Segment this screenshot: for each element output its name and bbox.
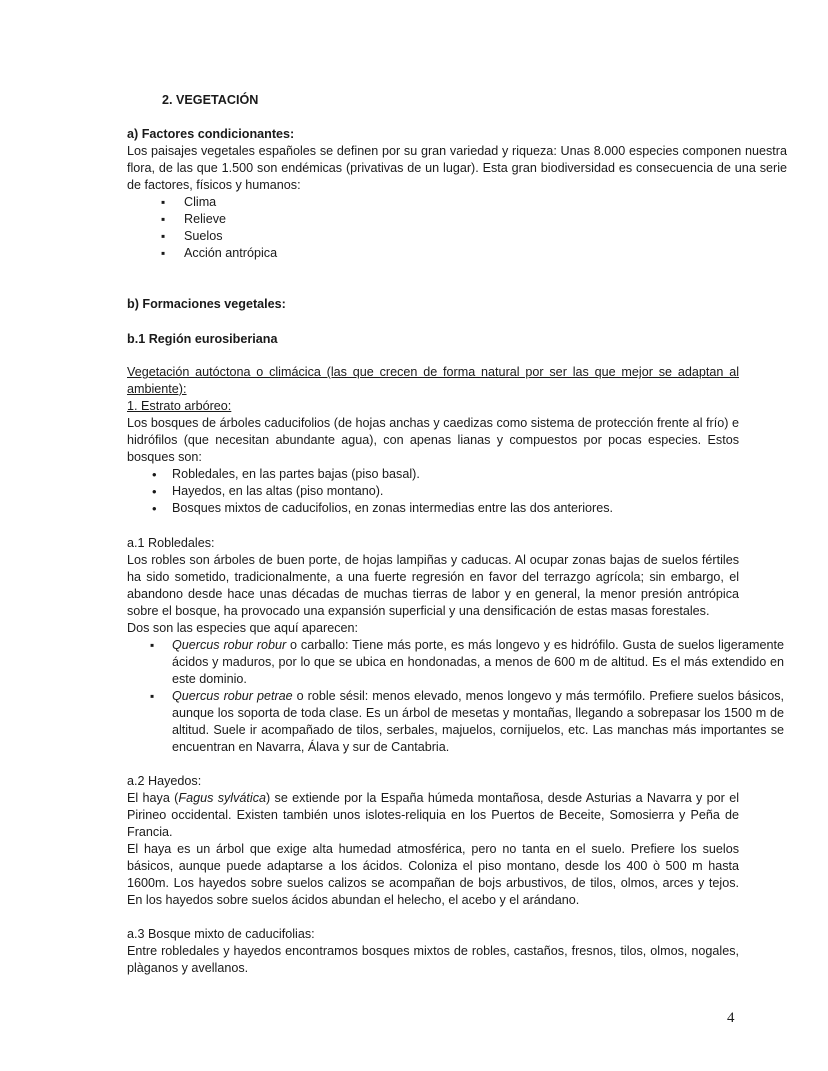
mixto-paragraph: Entre robledales y hayedos encontramos bosques mixtos de robles, castaños, fresnos, tilos, olmos, nogales, plàganos y avellanos.	[127, 944, 739, 975]
species-name: Quercus robur robur	[172, 638, 287, 652]
page-number: 4	[727, 1010, 735, 1026]
factores-paragraph: Los paisajes vegetales españoles se definen por su gran variedad y riqueza: Unas 8.000 especies componen nuestra flora, de las que 1.500 son endémicas (privativas de un lugar). Esta gran biodiversidad es consecuencia de una serie de factores, físicos y humanos:	[127, 144, 787, 192]
list-item: ▪ Suelos	[184, 228, 796, 245]
section-title: 2. VEGETACIÓN	[162, 93, 259, 107]
estrato-heading: 1. Estrato arbóreo:	[127, 399, 232, 413]
list-item: ▪ Relieve	[184, 211, 796, 228]
robledales-intro: Dos son las especies que aquí aparecen:	[127, 621, 359, 635]
species-name: Fagus sylvática	[178, 791, 266, 805]
hayedos-heading: a.2 Hayedos:	[127, 774, 202, 788]
region-heading: b.1 Región eurosiberiana	[127, 332, 278, 346]
species-item: ▪ Quercus robur petrae o roble sésil: menos elevado, menos longevo y más termófilo. Prefiere suelos básicos, aunque los soporta de toda clase. Es un árbol de mesetas y montañas, llegando a sobrepasar los 1500 m de altitud. Suele ir acompañado de tilos, serbales, majuelos, cornijuelos, etc. Las manchas más importantes se encuentran en Navarra, Álava y sur de Cantabria.	[172, 688, 784, 756]
list-item: ▪ Acción antrópica	[184, 245, 796, 262]
hayedos-paragraph-2: El haya es un árbol que exige alta humedad atmosférica, pero no tanta en el suelo. Prefiere los suelos básicos, aunque puede adaptarse a los ácidos. Coloniza el piso montano, desde los 400 ò 500 m hasta 1600m. Los hayedos sobre suelos calizos se acompañan de bojs arbustivos, de tilos, olmos, arces y tejos. En los hayedos sobre suelos ácidos abundan el helecho, el acebo y el arándano.	[127, 842, 739, 907]
factores-list	[127, 194, 796, 262]
species-list	[127, 637, 784, 756]
bosques-list	[127, 466, 784, 517]
factores-heading: a) Factores condicionantes:	[127, 127, 295, 141]
list-item: • Bosques mixtos de caducifolios, en zonas intermedias entre las dos anteriores.	[172, 500, 784, 517]
list-item: • Hayedos, en las altas (piso montano).	[172, 483, 784, 500]
hayedos-paragraph-1: El haya (Fagus sylvática) se extiende por la España húmeda montañosa, desde Asturias a Navarra y por el Pirineo occidental. Existen también unos islotes-reliquia en los Puertos de Beceite, Somosierra y Peña de Francia.	[127, 791, 739, 839]
species-name: Quercus robur petrae	[172, 689, 293, 703]
formaciones-heading: b) Formaciones vegetales:	[127, 297, 286, 311]
list-item: • Robledales, en las partes bajas (piso basal).	[172, 466, 784, 483]
robledales-heading: a.1 Robledales:	[127, 536, 215, 550]
autoctona-paragraph: Los bosques de árboles caducifolios (de hojas anchas y caedizas como sistema de protección frente al frío) e hidrófilos (que necesitan abundante agua), con apenas lianas y compuestos por pocas especies. Estos bosques son:	[127, 416, 739, 464]
mixto-heading: a.3 Bosque mixto de caducifolias:	[127, 927, 315, 941]
robledales-paragraph: Los robles son árboles de buen porte, de hojas lampiñas y caducas. Al ocupar zonas bajas de suelos fértiles ha sido sometido, tradicionalmente, a una fuerte regresión en favor del terrazgo agrícola; sin embargo, el abandono desde hace unas décadas de muchas tierras de labor y en general, la menor presión antrópica sobre el bosque, ha provocado una expansión superficial y una densificación de estas masas forestales.	[127, 553, 739, 618]
list-item: ▪ Clima	[184, 194, 796, 211]
species-item: ▪ Quercus robur robur o carballo: Tiene más porte, es más longevo y es hidrófilo. Gusta de suelos ligeramente ácidos y maduros, por lo que se ubica en hondonadas, a menos de 600 m de altitud. Es el más extendido en este dominio.	[172, 637, 784, 688]
autoctona-heading: Vegetación autóctona o climácica (las que crecen de forma natural por ser las que mejor se adaptan al ambiente):	[127, 365, 739, 396]
